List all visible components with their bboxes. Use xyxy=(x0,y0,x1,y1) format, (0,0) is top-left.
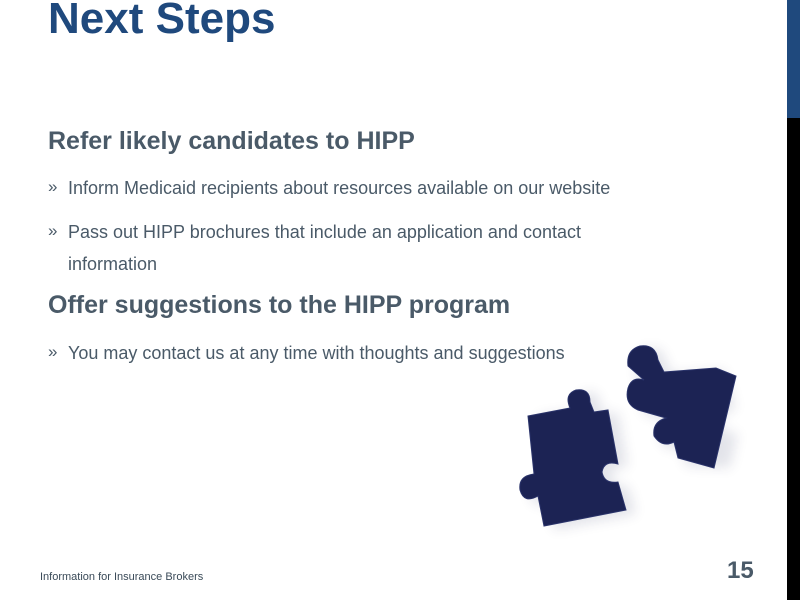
page-number: 15 xyxy=(727,557,754,584)
bullet-text: Inform Medicaid recipients about resources available on our website xyxy=(68,178,611,198)
bullet-text: You may contact us at any time with thoughts and suggestions xyxy=(68,343,565,363)
right-edge-bar-accent xyxy=(787,0,800,118)
bullet-text: Pass out HIPP brochures that include an application and contact information xyxy=(68,222,581,274)
section-heading-refer: Refer likely candidates to HIPP xyxy=(48,127,415,155)
bullet-pass-out-brochures xyxy=(48,216,668,280)
bullet-marker: » xyxy=(48,177,58,196)
bullet-marker: » xyxy=(48,221,58,240)
slide-title: Next Steps xyxy=(48,0,276,43)
puzzle-pieces-icon xyxy=(468,318,798,558)
bullet-marker: » xyxy=(48,342,58,361)
footer-text: Information for Insurance Brokers xyxy=(40,571,204,583)
puzzle-piece-left xyxy=(520,390,626,526)
section-heading-offer: Offer suggestions to the HIPP program xyxy=(48,291,511,319)
bullet-inform-recipients xyxy=(48,172,688,204)
